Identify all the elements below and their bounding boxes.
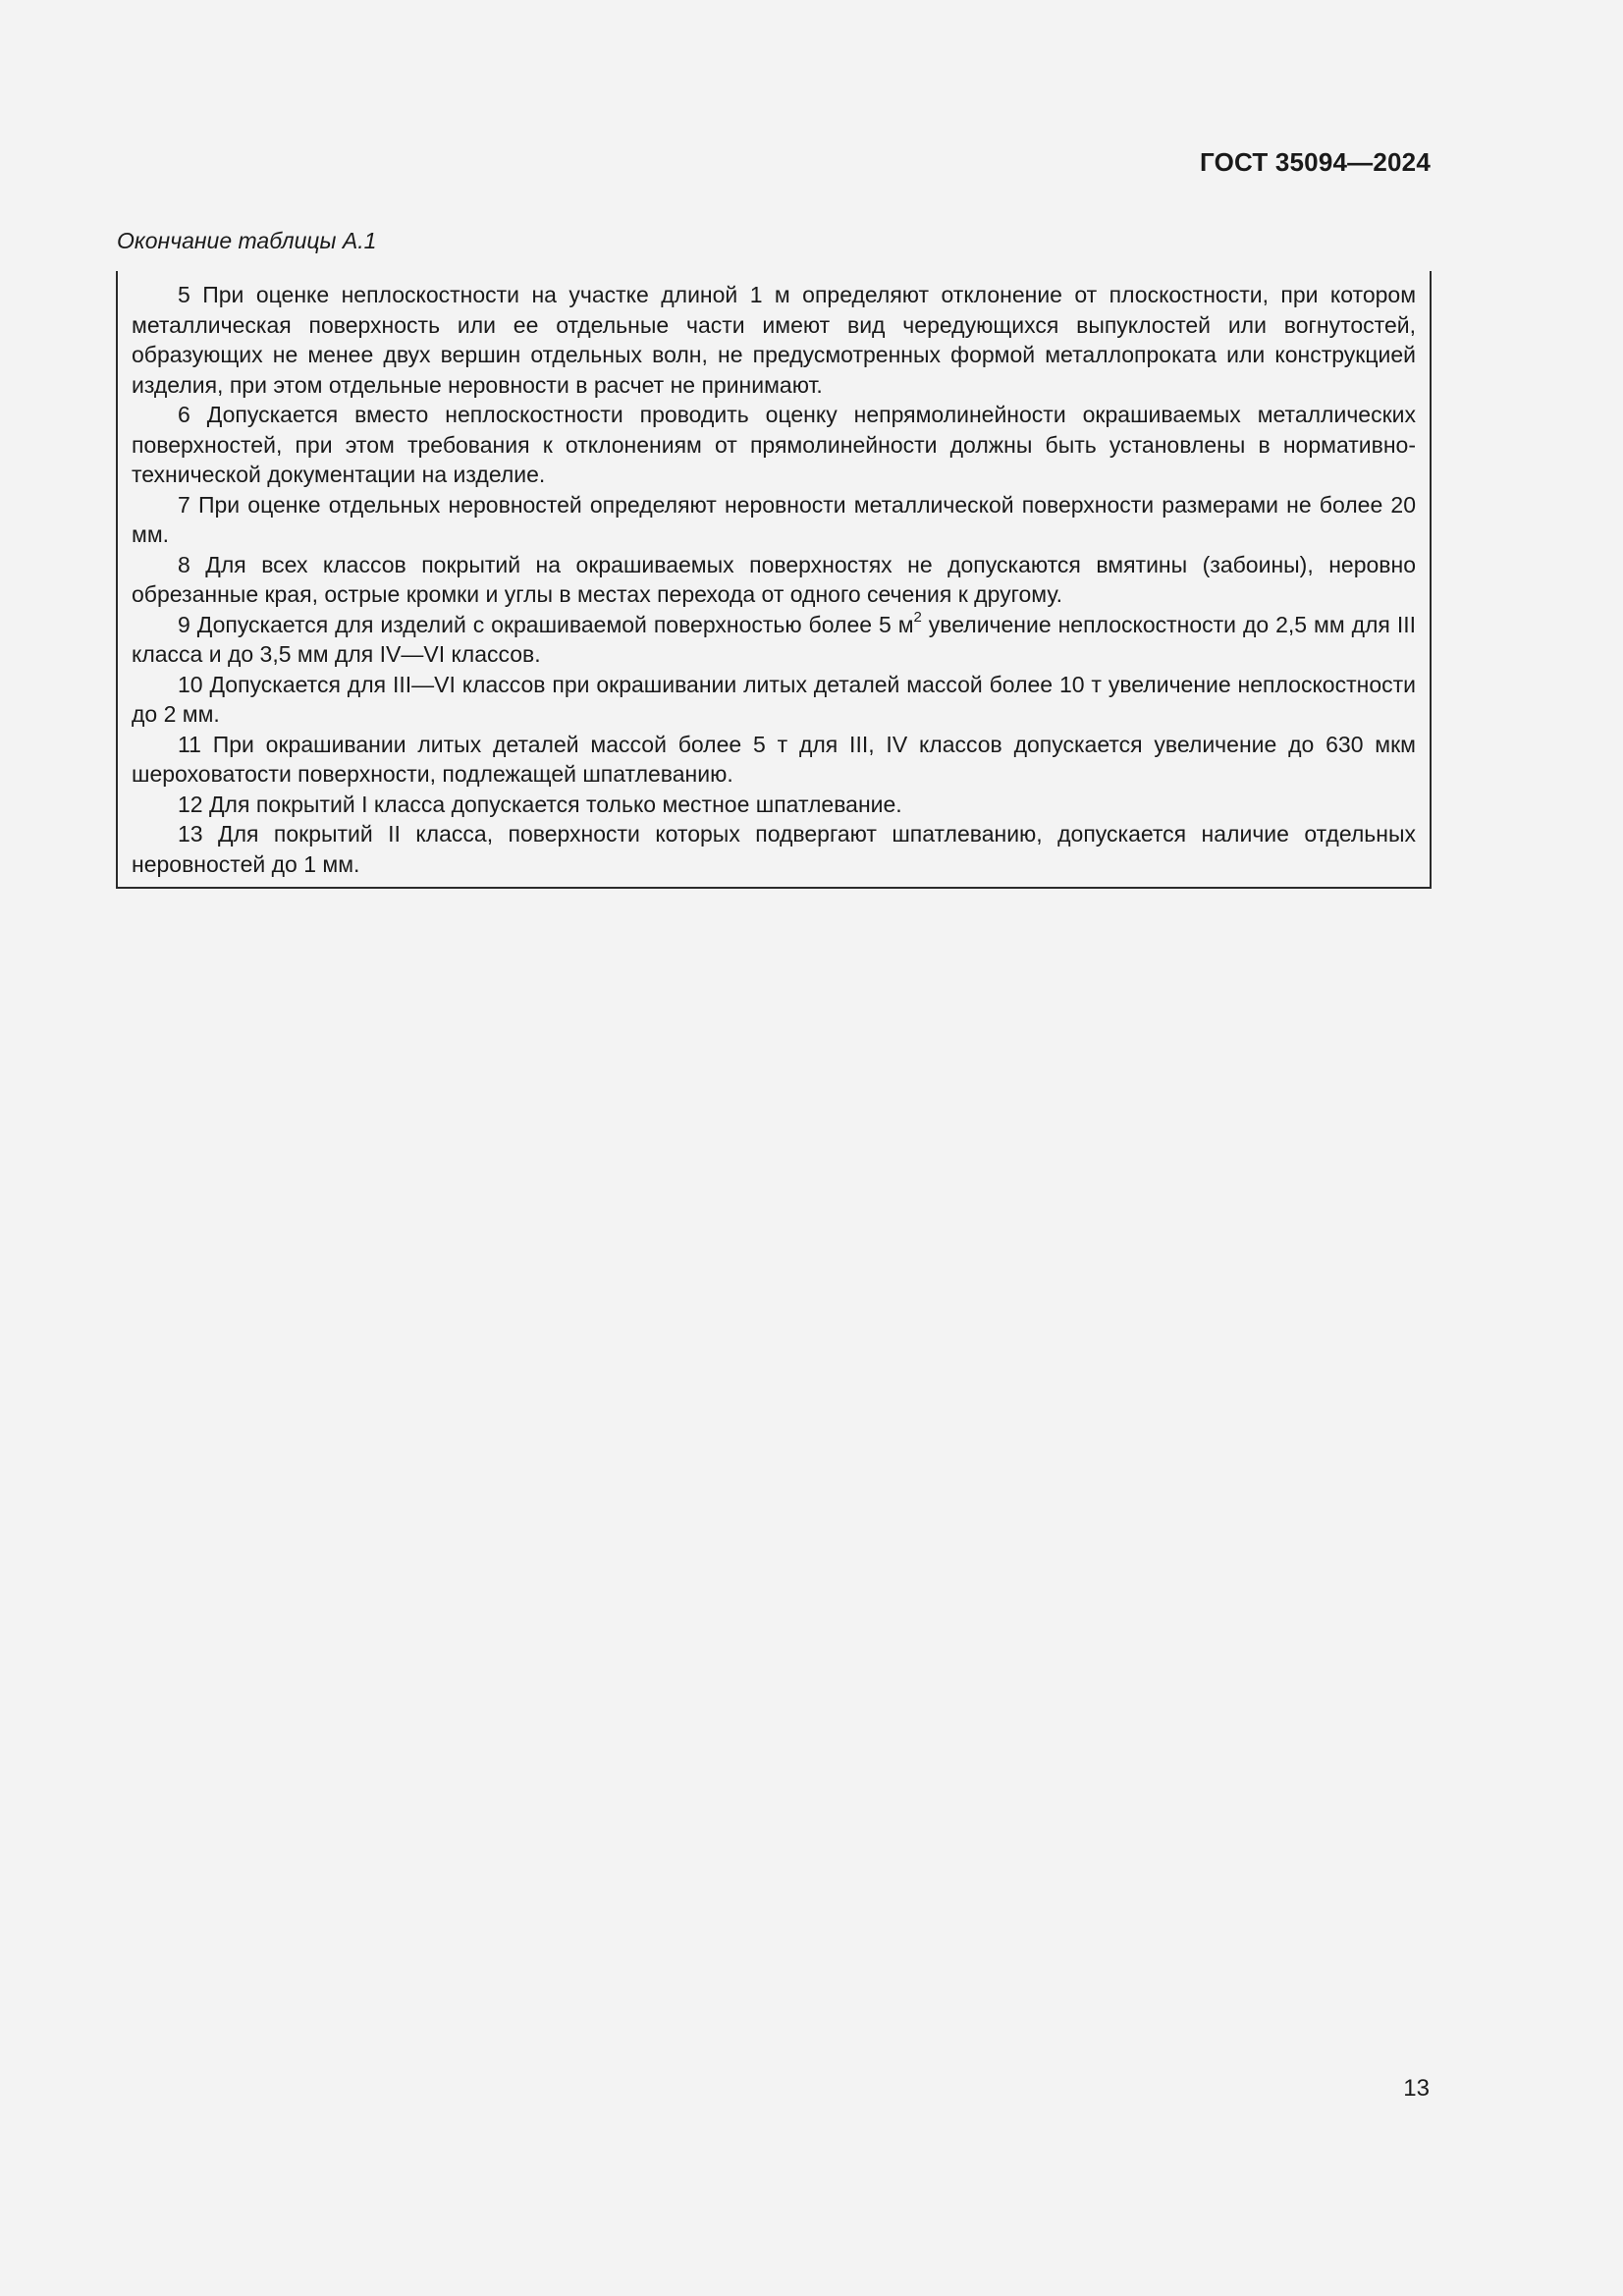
note-text: Для покрытий II класса, поверхности которых подвергают шпатлеванию, допускается наличие отдельных неровностей до 1 мм. xyxy=(132,821,1416,877)
table-note-13 xyxy=(132,819,1416,879)
note-number: 12 xyxy=(178,791,203,817)
note-number: 6 xyxy=(178,402,190,427)
note-number: 7 xyxy=(178,491,190,518)
note-text: При окрашивании литых деталей массой более 5 т для III, IV классов допускается увеличение до 630 мкм шероховатости поверхности, подлежащей шпатлеванию. xyxy=(132,731,1416,787)
table-caption: Окончание таблицы А.1 xyxy=(117,228,377,253)
table-note-10 xyxy=(132,670,1416,730)
note-text-before: Допускается для изделий с окрашиваемой поверхностью более 5 м xyxy=(196,611,914,637)
note-text-after: увеличение неплоскостности до 2,5 мм для III класса и до 3,5 мм для IV—VI классов. xyxy=(132,611,1416,667)
note-number: 5 xyxy=(178,282,190,307)
note-superscript: 2 xyxy=(913,608,922,626)
page-number: 13 xyxy=(1403,2075,1430,2102)
note-number: 10 xyxy=(178,671,203,697)
table-note-5 xyxy=(132,280,1416,400)
table-note-9 xyxy=(132,610,1416,670)
note-number: 8 xyxy=(178,551,190,577)
table-note-6 xyxy=(132,400,1416,490)
note-number: 9 xyxy=(178,611,190,637)
note-text: Допускается для III—VI классов при окрашивании литых деталей массой более 10 т увеличение неплоскостности до 2 мм. xyxy=(132,671,1416,727)
note-text: Для всех классов покрытий на окрашиваемых поверхностях не допускаются вмятины (забоины), неровно обрезанные края, острые кромки и углы в местах перехода от одного сечения к другому. xyxy=(132,551,1416,607)
note-text: При оценке неплоскостности на участке длиной 1 м определяют отклонение от плоскостности, при котором металлическая поверхность или ее отдельные части имеют вид чередующихся выпуклостей или вогнутостей, образующих не менее двух вершин отдельных волн, не предусмотренных формой металлопроката или конструкцией изделия, при этом отдельные неровности в расчет не принимают. xyxy=(132,282,1417,398)
table-note-8 xyxy=(132,550,1416,610)
note-text: При оценке отдельных неровностей определяют неровности металлической поверхности размерами не более 20 мм. xyxy=(132,491,1416,547)
table-note-12 xyxy=(132,790,1416,820)
note-text: Допускается вместо неплоскостности проводить оценку непрямолинейности окрашиваемых металлических поверхностей, при этом требования к отклонениям от прямолинейности должны быть установлены в нормативно-технической документации на изделие. xyxy=(132,402,1416,487)
note-number: 11 xyxy=(178,731,201,757)
document-code: ГОСТ 35094—2024 xyxy=(1200,147,1431,177)
table-notes-cell xyxy=(116,271,1432,889)
note-text: Для покрытий I класса допускается только местное шпатлевание. xyxy=(208,791,902,817)
note-number: 13 xyxy=(178,821,203,847)
table-note-11 xyxy=(132,730,1416,790)
table-note-7 xyxy=(132,490,1416,550)
